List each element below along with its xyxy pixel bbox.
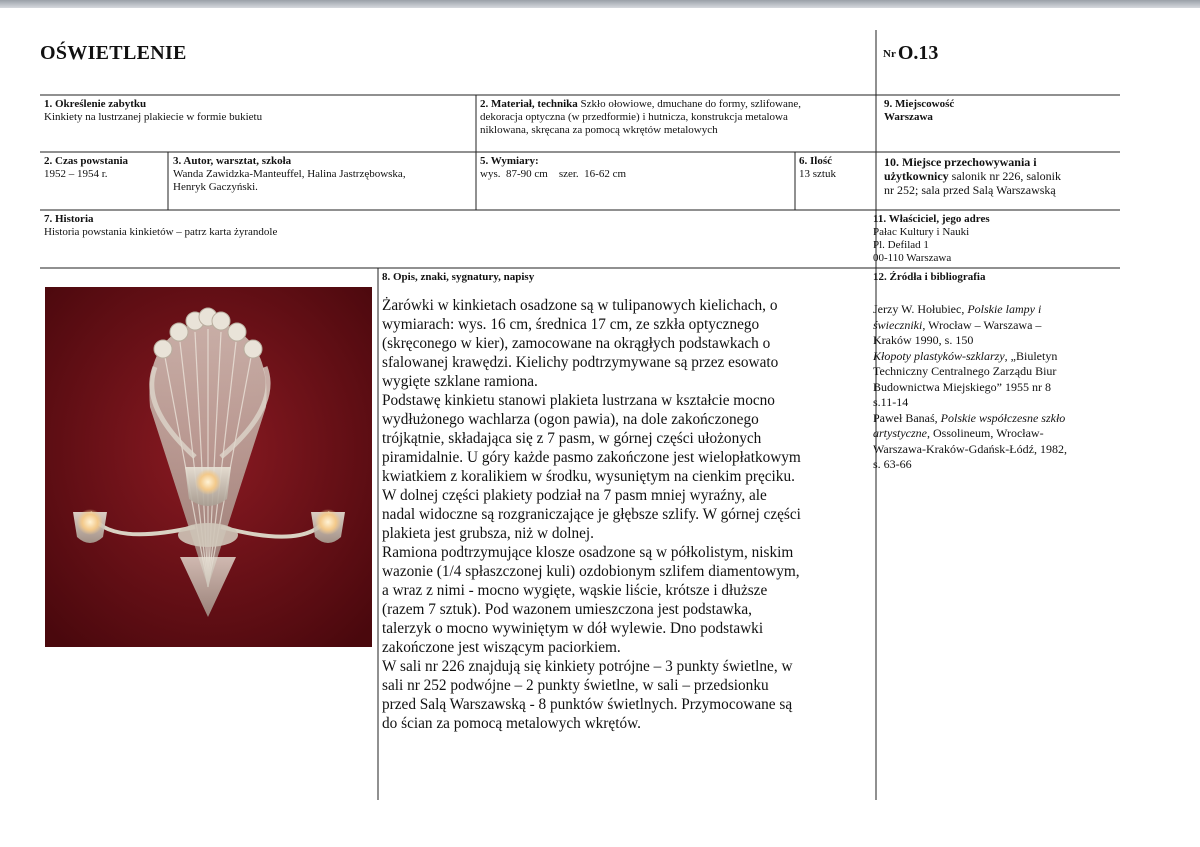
field-history-value: Historia powstania kinkietów – patrz karta żyrandole — [44, 226, 278, 238]
bib-text: Budownictwa Miejskiego” 1955 nr 8 — [873, 379, 1051, 394]
bib-title: artystyczne — [873, 426, 927, 440]
field-date-label: 2. Czas powstania — [44, 155, 129, 167]
bibliography — [873, 302, 1128, 473]
bib-title: Kłopoty plastyków-szklarzy — [873, 348, 1005, 363]
scan-top-edge — [0, 0, 1200, 8]
catalog-number-prefix: Nr — [883, 48, 896, 60]
field-object-name-value: Kinkiety na lustrzanej plakiecie w formie bukietu — [44, 111, 263, 123]
catalog-number — [883, 42, 938, 65]
field-owner-label: 11. Właściciel, jego adres — [873, 213, 990, 225]
description-text — [382, 296, 862, 733]
bibliography-entry-2 — [873, 349, 1128, 365]
bib-text: Jerzy W. Hołubiec, — [873, 302, 968, 316]
description-line: plakieta jest grubsza, niż w dolnej. — [382, 525, 594, 542]
field-material-value-1: Szkło ołowiowe, dmuchane do formy, szlifowane, — [577, 98, 801, 110]
field-storage-value-1: salonik nr 226, salonik — [948, 169, 1061, 183]
description-line: przed Salą Warszawską - 8 punktów świetlnych. Przymocowane są — [382, 696, 793, 713]
field-material-label: 2. Materiał, technika — [480, 98, 578, 110]
description-line: trójkątnie, składająca się z 7 pasm, w górnej części ułożonych — [382, 430, 762, 447]
field-history-label: 7. Historia — [44, 213, 94, 225]
description-line: zakończone jest wiszącym paciorkiem. — [382, 639, 621, 656]
sconce-photo-drawing — [45, 287, 372, 647]
field-description-label: 8. Opis, znaki, sygnatury, napisy — [382, 271, 535, 283]
field-date-value: 1952 – 1954 r. — [44, 168, 108, 180]
description-line: sfalowanej krawędzi. Kielichy podtrzymywane są przez esowato — [382, 354, 779, 371]
description-line: do ścian za pomocą metalowych wkrętów. — [382, 715, 641, 732]
field-material-value-3: niklowana, skręcana za pomocą wkrętów metalowych — [480, 124, 718, 136]
field-dimensions-label: 5. Wymiary: — [480, 155, 539, 167]
field-author — [173, 155, 473, 194]
description-line: Żarówki w kinkietach osadzone są w tulipanowych kielichach, o — [382, 297, 778, 314]
field-author-label: 3. Autor, warsztat, szkoła — [173, 155, 292, 167]
field-quantity-value: 13 sztuk — [799, 168, 836, 180]
field-dimensions-value: wys. 87-90 cm szer. 16-62 cm — [480, 168, 627, 180]
description-line: wazonie (1/4 spłaszczonej kuli) ozdobionym szlifem diamentowym, — [382, 563, 800, 580]
bib-title: świeczniki — [873, 317, 923, 332]
catalog-number-value: O.13 — [897, 42, 939, 64]
field-owner-value-1: Pałac Kultury i Nauki — [873, 226, 970, 238]
field-material — [480, 98, 872, 137]
field-storage-label-2: użytkownicy — [884, 169, 949, 183]
description-line: talerzyk o mocno wywiniętym w dół wylewie. Dno podstawki — [382, 620, 764, 637]
description-line: (razem 7 sztuk). Pod wazonem umieszczona jest podstawka, — [382, 601, 752, 618]
bib-text: Kraków 1990, s. 150 — [873, 333, 974, 347]
field-owner-value-3: 00-110 Warszawa — [873, 252, 952, 264]
field-location-label: 9. Miejscowość — [884, 98, 955, 110]
description-line: Ramiona podtrzymujące klosze osadzone są w półkolistym, niskim — [382, 544, 794, 561]
bib-text: , „Biuletyn — [1004, 348, 1058, 363]
field-material-value-2: dekoracja optyczna (w przedformie) i hutnicza, konstrukcja metalowa — [480, 111, 788, 123]
bib-text: Paweł Banaś, — [873, 410, 941, 425]
field-owner-value-2: Pl. Defilad 1 — [873, 239, 929, 251]
bib-text: , Wrocław – Warszawa – — [922, 317, 1042, 332]
bib-text: s. 63-66 — [873, 457, 912, 471]
description-line: sali nr 252 podwójne – 2 punkty świetlne, w sali – przedsionku — [382, 677, 769, 694]
bib-title: Polskie lampy i — [967, 302, 1042, 316]
field-object-name-label: 1. Określenie zabytku — [44, 98, 147, 110]
description-line: piramidalnie. U góry każde pasmo zakończone jest wielopłatkowym — [382, 449, 801, 466]
description-line: wymiarach: wys. 16 cm, średnica 17 cm, ze szkła optycznego — [382, 316, 760, 333]
bibliography-entry-1 — [873, 302, 1128, 318]
description-line: wydłużonego wachlarza (ogon pawia), na dole zakończonego — [382, 411, 759, 428]
field-date — [44, 155, 166, 181]
field-location-value: Warszawa — [884, 111, 933, 123]
field-storage — [884, 155, 1116, 197]
description-line: nadal widoczne są rozgraniczające je głębsze szlify. W górnej części — [382, 506, 801, 523]
page-title: OŚWIETLENIE — [40, 42, 187, 64]
bib-title: Polskie współczesne szkło — [940, 410, 1066, 425]
bib-text: Warszawa-Kraków-Gdańsk-Łódź, 1982, — [873, 441, 1067, 456]
field-author-value-1: Wanda Zawidzka-Manteuffel, Halina Jastrzębowska, — [173, 168, 406, 180]
field-storage-label-1: 10. Miejsce przechowywania i — [884, 155, 1037, 169]
bib-text: s.11-14 — [873, 395, 909, 409]
field-location — [884, 98, 1114, 124]
sconce-photo — [45, 287, 372, 647]
bib-text: Techniczny Centralnego Zarządu Biur — [873, 364, 1057, 378]
field-dimensions — [480, 155, 790, 181]
field-quantity — [799, 155, 873, 181]
description-line: (skręconego w kier), zamocowane na okrągłych podstawkach o — [382, 335, 771, 352]
field-owner — [873, 213, 1113, 265]
bib-text: , Ossolineum, Wrocław- — [926, 426, 1044, 440]
field-object-name — [44, 98, 469, 124]
field-author-value-2: Henryk Gaczyński. — [173, 181, 258, 193]
field-storage-value-2: nr 252; sala przed Salą Warszawską — [884, 183, 1056, 197]
description-line: a wraz z nimi - mocno wygięte, wąskie liście, krótsze i dłuższe — [382, 582, 768, 599]
field-quantity-label: 6. Ilość — [799, 155, 832, 167]
description-line: W dolnej części plakiety podział na 7 pasm mniej wyraźny, ale — [382, 487, 767, 504]
description-line: W sali nr 226 znajdują się kinkiety potrójne – 3 punkty świetlne, w — [382, 658, 793, 675]
bibliography-entry-3 — [873, 411, 1128, 427]
field-history — [44, 213, 864, 239]
description-line: kwiatkiem z koralikiem w środku, wysuniętym na cienkim pręciku. — [382, 468, 795, 485]
description-line: wygięte szklane ramiona. — [382, 373, 538, 390]
field-sources-label: 12. Źródła i bibliografia — [873, 271, 986, 283]
description-line: Podstawę kinkietu stanowi plakieta lustrzana w kształcie mocno — [382, 392, 775, 409]
